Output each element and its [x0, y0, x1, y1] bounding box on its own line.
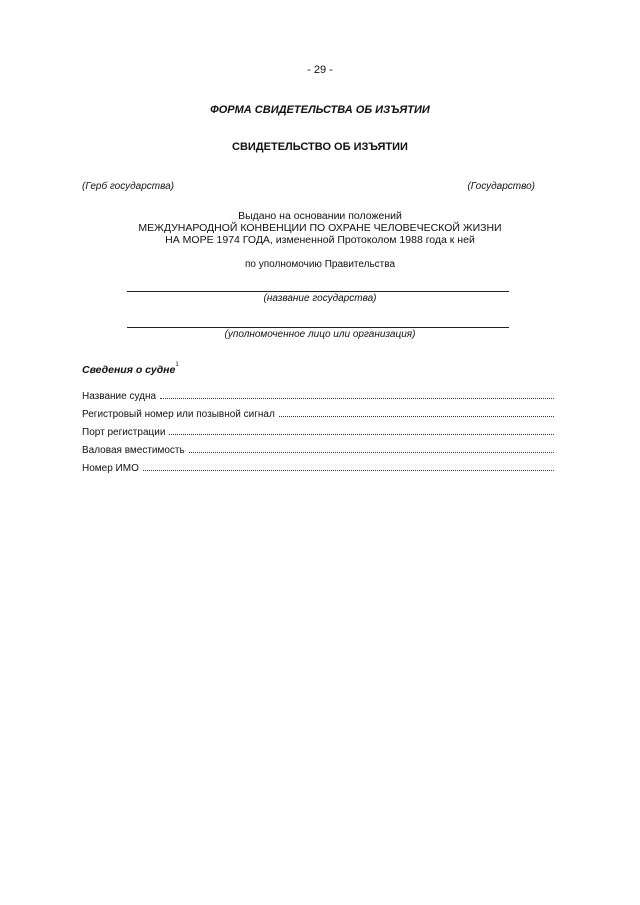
ship-particulars-heading: [82, 364, 179, 376]
dotted-fill-line: [169, 425, 554, 435]
field-registry-number: [82, 407, 554, 425]
state-name-caption: (название государства): [263, 293, 377, 304]
form-title: ФОРМА СВИДЕТЕЛЬСТВА ОБ ИЗЪЯТИИ: [210, 104, 430, 116]
field-label: Номер ИМО: [82, 463, 139, 474]
state-label: (Государство): [467, 181, 535, 192]
field-imo-number: [82, 461, 554, 479]
authorized-person-line: [127, 327, 509, 328]
ship-particulars-fields: [82, 389, 554, 479]
field-label: Регистровый номер или позывной сигнал: [82, 409, 275, 420]
field-label: Валовая вместимость: [82, 445, 185, 456]
dotted-fill-line: [160, 389, 554, 399]
issued-line-3: НА МОРЕ 1974 ГОДА, измененной Протоколом 1988 года к ней: [165, 234, 475, 246]
page-number: - 29 -: [307, 64, 333, 76]
field-gross-tonnage: [82, 443, 554, 461]
issued-line-1: Выдано на основании положений: [238, 210, 402, 222]
state-name-line: [127, 291, 509, 292]
dotted-fill-line: [279, 407, 554, 417]
issued-line-2: МЕЖДУНАРОДНОЙ КОНВЕНЦИИ ПО ОХРАНЕ ЧЕЛОВЕЧЕСКОЙ ЖИЗНИ: [138, 222, 502, 234]
field-label: Порт регистрации: [82, 427, 166, 438]
coat-of-arms-label: (Герб государства): [82, 181, 174, 192]
footnote-mark: 1: [175, 362, 179, 368]
authority-text: по уполномочию Правительства: [244, 259, 395, 270]
authorized-person-caption: (уполномоченное лицо или организация): [224, 329, 416, 340]
issued-under-text: [0, 210, 640, 246]
dotted-fill-line: [189, 443, 554, 453]
dotted-fill-line: [143, 461, 554, 471]
ship-particulars-heading-text: Сведения о судне: [82, 364, 176, 376]
certificate-title: СВИДЕТЕЛЬСТВО ОБ ИЗЪЯТИИ: [232, 141, 408, 153]
field-port-of-registry: [82, 425, 554, 443]
field-ship-name: [82, 389, 554, 407]
field-label: Название судна: [82, 391, 157, 402]
